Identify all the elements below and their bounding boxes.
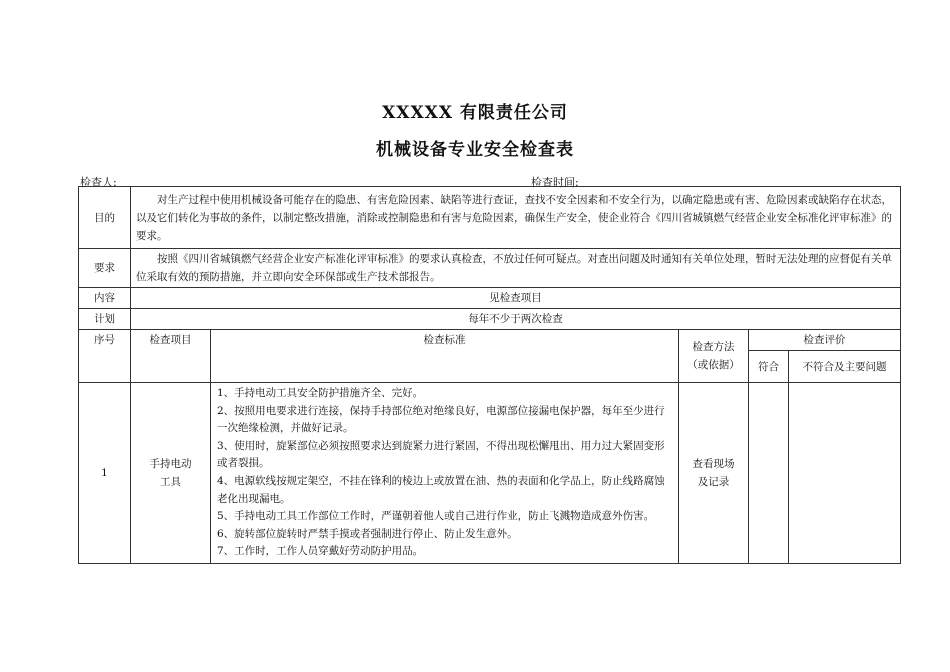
col-nonconform-header: 不符合及主要问题: [789, 351, 901, 383]
content-row: [79, 288, 901, 309]
standard-line: 5、手持电动工具工作部位工作时，严谨朝着他人或自己进行作业，防止飞溅物造成意外伤害。: [217, 510, 655, 523]
purpose-text: 对生产过程中使用机械设备可能存在的隐患、有害危险因素、缺陷等进行查证，查找不安全因素和不安全行为，以确定隐患或有害、危险因素或缺陷存在状态，以及它们转化为事故的条件，以制定整改措施，消除或控制隐患和有害与危险因素，确保生产安全，使企业符合《四川省城镇燃气经营企业安全标准化评审标准》的要求。: [131, 187, 901, 249]
standard-line: 3、使用时，旋紧部位必须按照要求达到旋紧力进行紧固，不得出现松懈甩出、用力过大紧固变形或者裂損。: [217, 439, 665, 470]
standard-line: 4、电源软线按规定架空，不挂在锋利的棱边上或放置在油、热的表面和化学品上，防止线路腐蚀老化出现漏电。: [217, 474, 665, 505]
standard-line: 6、旋转部位旋转时严禁手摸或者强制进行停止、防止发生意外。: [217, 527, 518, 540]
header-row-1: [79, 330, 901, 351]
plan-label: 计划: [79, 309, 131, 330]
col-item-header: 检查项目: [131, 330, 211, 383]
row-standards: [211, 383, 679, 564]
content-label: 内容: [79, 288, 131, 309]
purpose-label: 目的: [79, 187, 131, 249]
requirement-label: 要求: [79, 249, 131, 288]
standard-line: 2、按照用电要求进行连接，保持手持部位绝对绝缘良好，电源部位接漏电保护器，每年至少进行一次绝缘检测，并做好记录。: [217, 404, 665, 435]
col-standard-header: 检查标准: [211, 330, 679, 383]
row-item: 手持电动工具: [131, 383, 211, 564]
purpose-row: [79, 187, 901, 249]
row-conform-cell[interactable]: [749, 383, 789, 564]
table-row: [79, 383, 901, 564]
form-title: 机械设备专业安全检查表: [376, 140, 574, 160]
col-seq-header: 序号: [79, 330, 131, 383]
content-value: 见检查项目: [131, 288, 901, 309]
plan-row: [79, 309, 901, 330]
company-name: XXXXX 有限责任公司: [382, 103, 568, 123]
inspector-label: 检查人:: [80, 176, 117, 189]
plan-value: 每年不少于两次检查: [131, 309, 901, 330]
row-seq: 1: [79, 383, 131, 564]
inspection-time-label: 检查时间:: [531, 176, 579, 189]
inspection-table: [78, 186, 901, 564]
row-nonconform-cell[interactable]: [789, 383, 901, 564]
requirement-text: 按照《四川省城镇燃气经营企业安产标准化评审标准》的要求认真检查，不放过任何可疑点。对查出问题及时通知有关单位处理，暂时无法处理的应督促有关单位采取有效的预防措施，并立即向安全环保部或生产技术部报告。: [131, 249, 901, 288]
col-method-header: 检查方法（或依据）: [679, 330, 749, 383]
standard-line: 1、手持电动工具安全防护措施齐全、完好。: [217, 387, 424, 399]
requirement-row: [79, 249, 901, 288]
col-evaluation-header: 检查评价: [749, 330, 901, 351]
standard-line: 7、工作时，工作人员穿戴好劳动防护用品。: [217, 545, 424, 558]
row-method: 查看现场及记录: [679, 383, 749, 564]
col-conform-header: 符合: [749, 351, 789, 383]
